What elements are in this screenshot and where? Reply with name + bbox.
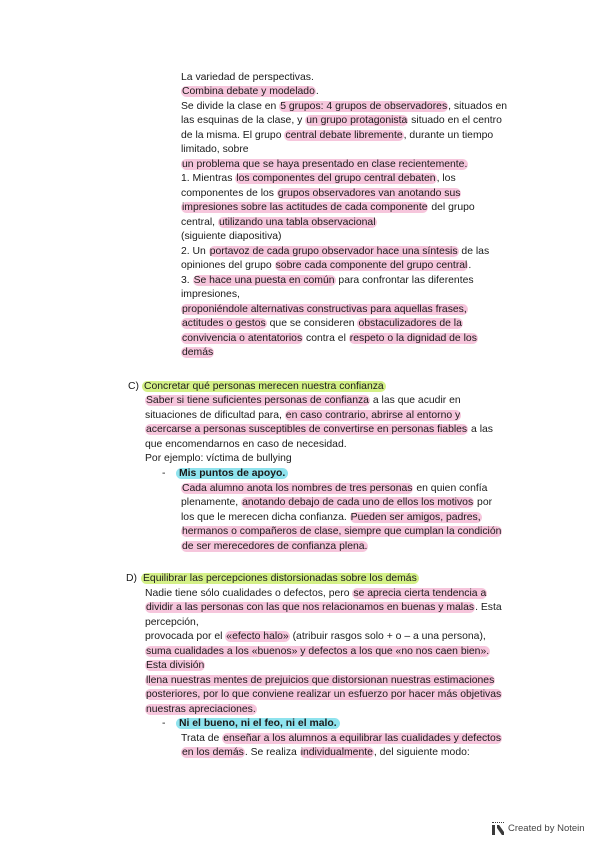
highlighted-text: hermanos o compañeros de clase, siempre que cumplan la condición [182, 526, 502, 537]
highlighted-text: dividir a las personas con las que nos relacionamos en buenas y malas [146, 602, 475, 613]
highlighted-text: se aprecia cierta tendencia a [353, 588, 487, 599]
highlighted-text: obstaculizadores de la [358, 318, 462, 329]
text-line [145, 452, 292, 467]
text-line [181, 732, 502, 747]
highlighted-text: convivencia o atentatorios [182, 333, 303, 344]
highlighted-text: Esta división [146, 660, 205, 671]
text-line [145, 438, 347, 453]
text-segment: . [315, 86, 319, 97]
text-segment: a las [468, 424, 493, 435]
text-line [181, 100, 507, 115]
text-segment: (atribuir rasgos solo + o – a una persona), [289, 631, 486, 642]
text-line [181, 274, 474, 289]
highlighted-text: proponiéndole alternativas constructivas para aquellas frases, [182, 304, 467, 315]
text-segment: componentes de los [181, 188, 277, 199]
text-line [181, 288, 240, 303]
text-line [145, 423, 493, 438]
text-segment: . [468, 260, 472, 271]
text-segment: de la misma. El grupo [181, 130, 285, 141]
text-line [181, 746, 470, 761]
highlighted-text: portavoz de cada grupo observador hace una síntesis [209, 246, 458, 257]
highlighted-text: Cada alumno anota los nombres de tres personas [182, 483, 413, 494]
text-line [145, 394, 461, 409]
text-line [181, 525, 502, 540]
text-line [145, 674, 495, 689]
highlighted-text: nuestras apreciaciones. [146, 704, 256, 715]
text-line [181, 332, 478, 347]
bullet-dash: - [162, 718, 166, 729]
text-line [181, 317, 463, 332]
text-segment: 1. Mientras [181, 173, 236, 184]
text-line [181, 259, 471, 274]
text-segment: , situados en [448, 101, 508, 112]
text-line [145, 630, 486, 645]
highlighted-text: respeto o la dignidad de los [349, 333, 477, 344]
highlighted-text: Se hace una puesta en común [193, 275, 335, 286]
text-segment: . Se realiza [244, 747, 300, 758]
text-segment: que encomendarnos en caso de necesidad. [145, 439, 347, 450]
highlighted-text: sobre cada componente del grupo central [275, 260, 468, 271]
highlighted-text: acercarse a personas susceptibles de convertirse en personas fiables [146, 424, 468, 435]
text-line [181, 187, 461, 202]
text-line [181, 85, 319, 100]
text-line [145, 601, 502, 616]
highlighted-text: en caso contrario, abrirse al entorno y [285, 410, 461, 421]
text-line [145, 616, 199, 631]
text-line [181, 143, 249, 158]
text-line [181, 496, 492, 511]
text-line [181, 346, 214, 361]
notein-logo-icon [492, 822, 504, 835]
text-segment: en quien confía [413, 483, 488, 494]
text-line [181, 482, 487, 497]
highlighted-text: un problema que se haya presentado en clase recientemente. [182, 159, 468, 170]
highlighted-text: Saber si tiene suficientes personas de confianza [146, 395, 369, 406]
section-d-marker: D) [126, 573, 137, 584]
highlighted-text: en los demás [182, 747, 244, 758]
highlighted-text: posteriores, por lo que conviene realizar un esfuerzo por hacer más objetivas [146, 689, 502, 700]
section-c-heading: Concretar qué personas merecen nuestra confianza [144, 381, 384, 392]
footer-text: Created by Notein [508, 823, 585, 834]
text-line [181, 129, 493, 144]
text-segment: de las [458, 246, 490, 257]
highlighted-text: anotando debajo de cada uno de ellos los motivos [242, 497, 474, 508]
text-segment: Por ejemplo: víctima de bullying [145, 453, 292, 464]
text-segment: las esquinas de la clase, y [181, 115, 306, 126]
text-segment: 3. [181, 275, 193, 286]
text-segment: Trata de [181, 733, 223, 744]
text-segment: para confrontar las diferentes [335, 275, 474, 286]
text-segment: Se divide la clase en [181, 101, 280, 112]
highlighted-text: utilizando una tabla observacional [218, 217, 376, 228]
highlighted-text: individualmente [300, 747, 373, 758]
highlighted-text: 5 grupos: 4 grupos de observadores [280, 101, 448, 112]
text-line [145, 587, 487, 602]
text-segment: contra el [303, 333, 349, 344]
text-line [145, 703, 257, 718]
text-line [181, 511, 482, 526]
text-segment: (siguiente diapositiva) [181, 231, 282, 242]
highlighted-text: de ser merecedores de confianza plena. [182, 541, 368, 552]
text-segment: percepción, [145, 617, 199, 628]
text-segment: situaciones de dificultad para, [145, 410, 285, 421]
text-segment: que se consideren [266, 318, 358, 329]
text-line [181, 201, 475, 216]
text-line [181, 114, 502, 129]
text-line [145, 659, 205, 674]
text-segment: , durante un tiempo [403, 130, 494, 141]
text-segment: central, [181, 217, 218, 228]
text-line [181, 71, 314, 86]
bullet-title-puntos-apoyo: Mis puntos de apoyo. [176, 468, 288, 479]
text-segment: a las que acudir en [369, 395, 461, 406]
text-line [145, 409, 461, 424]
text-segment: del grupo [428, 202, 475, 213]
text-segment: situado en el centro [408, 115, 502, 126]
text-line [145, 645, 490, 660]
highlighted-text: Pueden ser amigos, padres, [350, 512, 481, 523]
footer-watermark [492, 822, 585, 835]
highlighted-text: impresiones sobre las actitudes de cada componente [182, 202, 428, 213]
highlighted-text: central debate libremente [285, 130, 403, 141]
bullet-dash: - [162, 468, 166, 479]
text-segment: opiniones del grupo [181, 260, 275, 271]
text-segment: , los [436, 173, 456, 184]
text-line [145, 688, 502, 703]
highlighted-text: un grupo protagonista [306, 115, 408, 126]
highlighted-text: los componentes del grupo central debaten [236, 173, 436, 184]
text-line [181, 216, 377, 231]
text-line [181, 230, 282, 245]
highlighted-text: suma cualidades a los «buenos» y defectos a los que «no nos caen bien». [146, 646, 490, 657]
text-segment: , del siguiente modo: [373, 747, 470, 758]
highlighted-text: actitudes o gestos [182, 318, 266, 329]
text-segment: Nadie tiene sólo cualidades o defectos, pero [145, 588, 353, 599]
text-line [181, 158, 468, 173]
bullet-title-ni-bueno: Ni el bueno, ni el feo, ni el malo. [176, 718, 340, 729]
text-segment: La variedad de perspectivas. [181, 72, 314, 83]
text-segment: 2. Un [181, 246, 209, 257]
text-segment: plenamente, [181, 497, 242, 508]
text-segment: . Esta [475, 602, 502, 613]
text-line [181, 245, 489, 260]
highlighted-text: demás [182, 347, 214, 358]
text-segment: por [474, 497, 493, 508]
text-line [181, 172, 456, 187]
section-d-heading: Equilibrar las percepciones distorsionadas sobre los demás [143, 573, 417, 584]
highlighted-text: Combina debate y modelado [182, 86, 315, 97]
highlighted-text: llena nuestras mentes de prejuicios que distorsionan nuestras estimaciones [146, 675, 495, 686]
text-segment: impresiones, [181, 289, 240, 300]
text-segment: limitado, sobre [181, 144, 249, 155]
text-line [181, 540, 368, 555]
section-c-marker: C) [128, 381, 139, 392]
highlighted-text: enseñar a los alumnos a equilibrar las cualidades y defectos [223, 733, 502, 744]
text-segment: los que le merecen dicha confianza. [181, 512, 350, 523]
text-segment: provocada por el [145, 631, 226, 642]
highlighted-text: grupos observadores van anotando sus [277, 188, 461, 199]
highlighted-text: «efecto halo» [226, 631, 289, 642]
text-line [181, 303, 468, 318]
